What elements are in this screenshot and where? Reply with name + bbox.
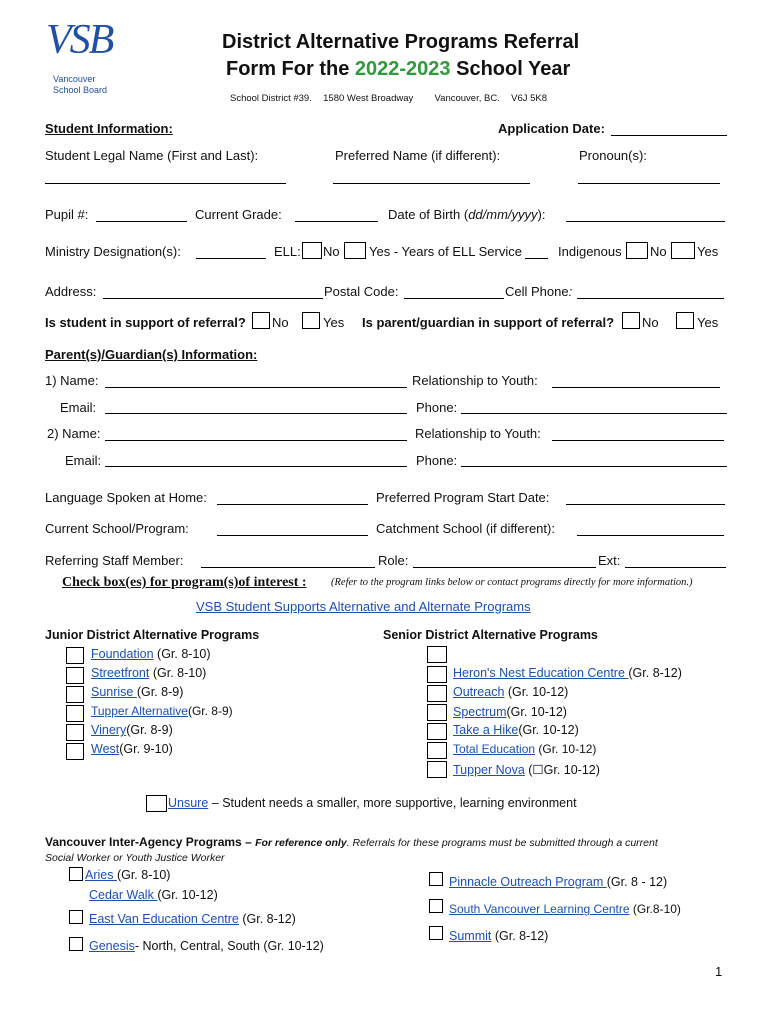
program-link-sunrise[interactable]: Sunrise	[91, 685, 137, 699]
language-label: Language Spoken at Home:	[45, 490, 207, 505]
list-item	[449, 875, 667, 889]
program-link-genesis[interactable]: Genesis	[89, 939, 135, 953]
parent1-phone-label: Phone:	[416, 400, 458, 415]
list-item	[453, 666, 682, 680]
language-field[interactable]	[217, 504, 368, 505]
unsure-text: – Student needs a smaller, more supportive, learning environment	[208, 796, 577, 810]
legal-name-label: Student Legal Name (First and Last):	[45, 148, 259, 163]
application-date-field[interactable]	[611, 135, 727, 136]
interagency-note: . Referrals for these programs must be submitted through a current	[346, 837, 658, 849]
parent1-email-label: Email:	[60, 400, 97, 415]
pupil-label: Pupil #:	[45, 207, 89, 222]
parent1-email-field[interactable]	[105, 413, 407, 414]
list-item	[91, 742, 173, 756]
list-item	[91, 666, 206, 680]
role-field[interactable]	[413, 567, 596, 568]
program-link-herons-nest[interactable]: Heron's Nest Education Centre	[453, 666, 629, 680]
grade-field[interactable]	[295, 221, 378, 222]
student-support-no-checkbox[interactable]	[252, 312, 270, 329]
cell-colon: :	[568, 284, 573, 299]
address-district: School District #39.	[230, 93, 312, 104]
address-street: 1580 West Broadway	[323, 93, 414, 104]
legal-name-field[interactable]	[45, 183, 286, 184]
program-link-aries[interactable]: Aries	[85, 868, 117, 882]
list-item	[453, 685, 568, 699]
program-grade: (Gr. 8-10)	[149, 666, 207, 680]
student-support-no-label: No	[272, 315, 289, 330]
interagency-checkbox-genesis[interactable]	[69, 937, 83, 951]
address-label: Address:	[45, 284, 97, 299]
indigenous-no-checkbox[interactable]	[626, 242, 648, 259]
program-link-tupper-nova[interactable]: Tupper Nova	[453, 763, 525, 777]
list-item	[89, 939, 324, 953]
program-link-vinery[interactable]: Vinery	[91, 723, 127, 737]
senior-checkbox-outreach[interactable]	[427, 685, 447, 702]
form-title-line1: District Alternative Programs Referral	[222, 31, 580, 53]
role-label: Role:	[378, 553, 409, 568]
list-item	[89, 888, 218, 902]
unsure-checkbox[interactable]	[146, 795, 167, 812]
program-link-east-van[interactable]: East Van Education Centre	[89, 912, 239, 926]
parent-support-label: Is parent/guardian in support of referral?	[362, 315, 615, 330]
ell-yes-label: Yes - Years of ELL Service	[369, 244, 522, 259]
list-item	[91, 647, 211, 661]
senior-checkbox-tupper-nova[interactable]	[427, 761, 447, 778]
indigenous-yes-checkbox[interactable]	[671, 242, 695, 259]
parent-support-no-label: No	[642, 315, 659, 330]
pupil-field[interactable]	[96, 221, 187, 222]
pronouns-field[interactable]	[578, 183, 720, 184]
parent1-name-field[interactable]	[105, 387, 407, 388]
program-link-streetfront[interactable]: Streetfront	[91, 666, 150, 680]
programs-check-heading: Check box(es) for program(s)of interest :	[62, 575, 307, 590]
address-postal: V6J 5K8	[511, 93, 548, 104]
program-grade: (Gr. 8-10)	[116, 868, 171, 882]
program-grade: (Gr. 9-10)	[119, 742, 173, 756]
programs-check-note: (Refer to the program links below or contact programs directly for more information.)	[331, 577, 693, 588]
staff-label: Referring Staff Member:	[45, 553, 184, 568]
parent2-name-field[interactable]	[105, 440, 407, 441]
parent1-phone-field[interactable]	[461, 413, 727, 414]
program-grade: (Gr. 8-12)	[491, 929, 549, 943]
current-school-field[interactable]	[217, 535, 368, 536]
student-heading: Student Information:	[45, 121, 173, 136]
ell-years-field[interactable]	[525, 258, 548, 259]
program-link-take-a-hike[interactable]: Take a Hike	[453, 723, 519, 737]
postal-field[interactable]	[404, 298, 504, 299]
interagency-checkbox-pinnacle[interactable]	[429, 872, 443, 886]
list-item	[449, 929, 548, 943]
district-address	[230, 93, 547, 104]
catchment-label: Catchment School (if different):	[376, 521, 555, 536]
senior-checkbox-take-a-hike[interactable]	[427, 723, 447, 740]
program-link-summit[interactable]: Summit	[449, 929, 492, 943]
logo-line2: School Board	[53, 85, 108, 95]
grade-label: Current Grade:	[195, 207, 282, 222]
senior-heading: Senior District Alternative Programs	[383, 628, 598, 642]
program-grade: - North, Central, South (Gr. 10-12)	[134, 939, 324, 953]
dob-format: dd/mm/yyyy	[468, 207, 538, 222]
parent2-email-field[interactable]	[105, 466, 407, 467]
senior-checkbox-extra[interactable]	[427, 646, 447, 663]
postal-label: Postal Code:	[324, 284, 399, 299]
list-item	[91, 723, 173, 737]
cell-label	[505, 284, 572, 299]
program-grade: (Gr. 8-12)	[628, 666, 682, 680]
ell-no-label: No	[323, 244, 340, 259]
catchment-field[interactable]	[577, 535, 724, 536]
program-grade: (☐Gr. 10-12)	[524, 763, 600, 777]
program-grade: (Gr. 10-12)	[518, 723, 579, 737]
senior-checkbox-total-education[interactable]	[427, 742, 447, 759]
page-number: 1	[715, 964, 723, 979]
program-grade: (Gr.8-10)	[629, 902, 681, 916]
application-date-label: Application Date:	[498, 121, 605, 136]
program-link-tupper-alternative[interactable]: Tupper Alternative	[91, 704, 188, 718]
student-support-label: Is student in support of referral?	[45, 315, 246, 330]
ell-no-checkbox[interactable]	[302, 242, 322, 259]
program-link-total-education[interactable]: Total Education	[453, 742, 536, 756]
title-year: 2022-2023	[354, 58, 451, 80]
indigenous-yes-label: Yes	[697, 244, 719, 259]
dob-field[interactable]	[566, 221, 725, 222]
parents-heading: Parent(s)/Guardian(s) Information:	[45, 347, 258, 362]
dob-suffix: ):	[537, 207, 546, 222]
parent2-email-label: Email:	[65, 453, 102, 468]
list-item	[85, 868, 170, 882]
junior-checkbox-streetfront[interactable]	[66, 667, 84, 684]
ext-label: Ext:	[598, 553, 621, 568]
indigenous-label: Indigenous	[558, 244, 622, 259]
cell-prefix: Cell Phone	[505, 284, 569, 299]
program-grade: (Gr. 10-12)	[535, 742, 597, 756]
junior-checkbox-vinery[interactable]	[66, 724, 84, 741]
parent1-relationship-label: Relationship to Youth:	[412, 373, 538, 388]
list-item	[453, 762, 600, 777]
junior-checkbox-foundation[interactable]	[66, 647, 84, 664]
program-link-west[interactable]: West	[91, 742, 120, 756]
list-item	[89, 912, 296, 926]
interagency-checkbox-summit[interactable]	[429, 926, 443, 940]
parent-support-yes-checkbox[interactable]	[676, 312, 694, 329]
ell-label: ELL:	[274, 244, 301, 259]
interagency-checkbox-east-van[interactable]	[69, 910, 83, 924]
interagency-note-line2: Social Worker or Youth Justice Worker	[45, 852, 225, 864]
parent2-name-label: 2) Name:	[47, 426, 101, 441]
program-grade: (Gr. 10-12)	[506, 705, 567, 719]
program-link-foundation[interactable]: Foundation	[91, 647, 154, 661]
parent-support-no-checkbox[interactable]	[622, 312, 640, 329]
parent2-relationship-label: Relationship to Youth:	[415, 426, 541, 441]
start-date-field[interactable]	[566, 504, 725, 505]
unsure-row	[168, 796, 577, 810]
list-item	[91, 704, 233, 718]
program-grade: (Gr. 10-12)	[504, 685, 569, 699]
program-grade: (Gr. 8-9)	[126, 723, 173, 737]
logo-line1: Vancouver	[53, 74, 96, 84]
title-prefix: Form For the	[226, 58, 350, 80]
start-date-label: Preferred Program Start Date:	[376, 490, 550, 505]
list-item	[453, 742, 596, 756]
interagency-title: Vancouver Inter-Agency Programs –	[45, 835, 256, 849]
program-grade: (Gr. 8-9)	[187, 704, 233, 718]
unsure-link[interactable]: Unsure	[168, 796, 209, 810]
parent2-phone-label: Phone:	[416, 453, 458, 468]
ell-yes-checkbox[interactable]	[344, 242, 366, 259]
current-school-label: Current School/Program:	[45, 521, 189, 536]
student-support-yes-checkbox[interactable]	[302, 312, 320, 329]
program-link-spectrum[interactable]: Spectrum	[453, 705, 507, 719]
address-field[interactable]	[103, 298, 323, 299]
form-title-line2	[226, 58, 570, 81]
junior-checkbox-west[interactable]	[66, 743, 84, 760]
staff-field[interactable]	[201, 567, 375, 568]
preferred-name-field[interactable]	[333, 183, 530, 184]
list-item	[449, 902, 681, 916]
dob-prefix: Date of Birth (	[388, 207, 469, 222]
junior-heading: Junior District Alternative Programs	[45, 628, 260, 642]
ministry-label: Ministry Designation(s):	[45, 244, 181, 259]
program-link-pinnacle[interactable]: Pinnacle Outreach Program	[449, 875, 607, 889]
interagency-checkbox-aries[interactable]	[69, 867, 83, 881]
junior-checkbox-tupper-alternative[interactable]	[66, 705, 84, 722]
parent1-relationship-field[interactable]	[552, 387, 720, 388]
parent1-name-label: 1) Name:	[45, 373, 99, 388]
parent-support-yes-label: Yes	[697, 315, 719, 330]
program-link-south-van[interactable]: South Vancouver Learning Centre	[449, 902, 630, 916]
program-grade: (Gr. 8-10)	[153, 647, 211, 661]
indigenous-no-label: No	[650, 244, 667, 259]
dob-label	[388, 207, 546, 222]
interagency-heading	[45, 835, 658, 849]
list-item	[91, 685, 183, 699]
interagency-ref-only: For reference only	[255, 837, 347, 849]
parent2-phone-field[interactable]	[461, 466, 727, 467]
pronouns-label: Pronoun(s):	[579, 148, 647, 163]
title-suffix: School Year	[456, 58, 571, 80]
program-grade: (Gr. 8-12)	[238, 912, 296, 926]
program-grade: (Gr. 10-12)	[157, 888, 218, 902]
address-city: Vancouver, BC.	[434, 93, 500, 104]
preferred-name-label: Preferred Name (if different):	[335, 148, 501, 163]
program-grade: (Gr. 8 - 12)	[606, 875, 668, 889]
program-link-outreach[interactable]: Outreach	[453, 685, 505, 699]
interagency-checkbox-south-van[interactable]	[429, 899, 443, 913]
vsb-logo	[42, 18, 122, 100]
logo-letters: VSB	[46, 17, 113, 63]
senior-checkbox-spectrum[interactable]	[427, 704, 447, 721]
program-grade: (Gr. 8-9)	[136, 685, 184, 699]
parent2-relationship-field[interactable]	[552, 440, 724, 441]
junior-checkbox-sunrise[interactable]	[66, 686, 84, 703]
student-support-yes-label: Yes	[323, 315, 345, 330]
student-supports-link[interactable]: VSB Student Supports Alternative and Alternate Programs	[196, 599, 531, 614]
list-item	[453, 723, 579, 737]
list-item	[453, 705, 567, 719]
ext-field[interactable]	[625, 567, 726, 568]
cell-field[interactable]	[577, 298, 724, 299]
senior-checkbox-herons-nest[interactable]	[427, 666, 447, 683]
program-link-cedar-walk[interactable]: Cedar Walk	[89, 888, 158, 902]
ministry-field[interactable]	[196, 258, 266, 259]
